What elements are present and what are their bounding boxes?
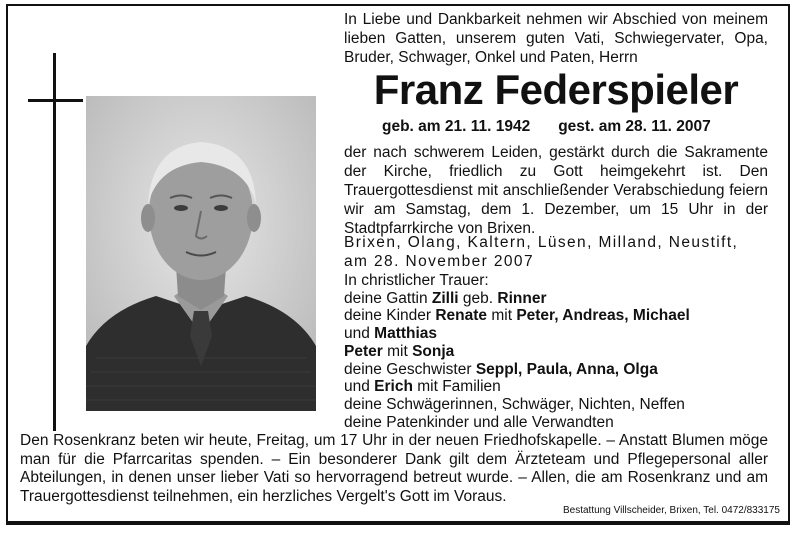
deceased-name: Franz Federspieler <box>373 66 739 113</box>
mourner-line-inlaws: deine Schwägerinnen, Schwäger, Nichten, Neffen <box>344 395 685 413</box>
closing-text: Den Rosenkranz beten wir heute, Freitag, um 17 Uhr in der neuen Friedhofskapelle. – Anstatt Blumen möge man für die Pfarrcaritas spenden. – Ein besonderer Dank gilt dem Ärzteteam und Pflegepersonal aller Abteilungen, in denen unser lieber Vati so hervorragend betreut wurde. – Allen, die am Rosenkranz und am Trauergottesdienst teilnehmen, ein herzliches Vergelt's Gott im Voraus. <box>20 432 768 505</box>
portrait-photo <box>86 96 316 411</box>
mourner-line-siblings: deine Geschwister Seppl, Paula, Anna, Olga <box>344 360 658 378</box>
mourner-line-sibling-last: und Erich mit Familien <box>344 378 501 396</box>
cross-horizontal <box>28 99 83 102</box>
mourner-line-godchildren: deine Patenkinder und alle Verwandten <box>344 413 614 431</box>
body-text: der nach schwerem Leiden, gestärkt durch die Sakramente der Kirche, friedlich zu Gott heimgekehrt ist. Den Trauergottesdienst mit anschließender Verabschiedung feiern wir am Samstag, dem 1. Dezember, um 15 Uhr in der Stadtpfarrkirche von Brixen. <box>344 144 768 237</box>
bottom-rule <box>6 521 790 525</box>
mourner-line-wife: deine Gattin Zilli geb. Rinner <box>344 289 547 307</box>
life-dates <box>382 118 711 136</box>
portrait-illustration <box>86 96 316 411</box>
mourner-line-grandchild: Peter mit Sonja <box>344 342 455 360</box>
undertaker-credit: Bestattung Villscheider, Brixen, Tel. 0472/833175 <box>562 505 780 516</box>
intro-text: In Liebe und Dankbarkeit nehmen wir Abschied von meinem lieben Gatten, unserem guten Vati, Schwiegervater, Opa, Bruder, Schwager, Onkel und Paten, Herrn <box>344 11 768 66</box>
birth-date: geb. am 21. 11. 1942 <box>382 118 531 135</box>
places-date: Brixen, Olang, Kaltern, Lüsen, Milland, Neustift, am 28. November 2007 <box>344 234 739 270</box>
mourners-heading: In christlicher Trauer: <box>344 272 489 289</box>
death-date: gest. am 28. 11. 2007 <box>558 118 711 135</box>
mourners-list <box>344 272 768 431</box>
mourner-line-child2: und Matthias <box>344 325 438 343</box>
cross-vertical <box>53 53 56 431</box>
mourner-line-children: deine Kinder Renate mit Peter, Andreas, Michael <box>344 307 690 325</box>
